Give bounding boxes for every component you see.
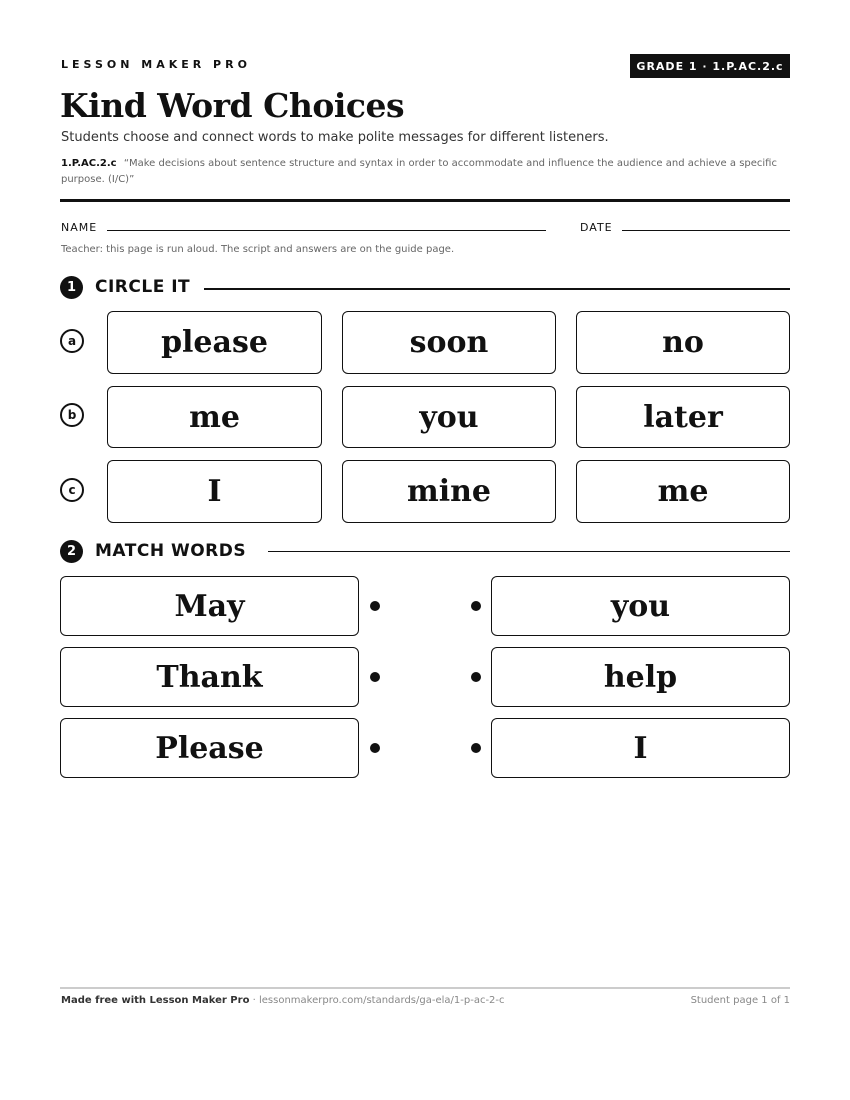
match-right-word[interactable]: I xyxy=(491,718,790,778)
match-left-word[interactable]: Thank xyxy=(60,647,359,707)
page-title: Kind Word Choices xyxy=(60,86,405,125)
footer-page-number: Student page 1 of 1 xyxy=(690,995,790,1006)
footer-divider xyxy=(60,987,790,989)
match-dot-left[interactable] xyxy=(370,743,380,753)
grade-badge: GRADE 1 · 1.P.AC.2.c xyxy=(630,54,790,78)
section-number: 2 xyxy=(60,540,83,563)
word-choice[interactable]: I xyxy=(107,460,322,523)
section-match-words-header xyxy=(60,538,790,564)
name-label: NAME xyxy=(61,221,98,234)
match-dot-right[interactable] xyxy=(471,601,481,611)
word-choice[interactable]: me xyxy=(576,460,790,523)
section-number: 1 xyxy=(60,276,83,299)
date-label: DATE xyxy=(580,221,613,234)
match-dot-right[interactable] xyxy=(471,743,481,753)
word-choice[interactable]: later xyxy=(576,386,790,448)
match-right-word[interactable]: help xyxy=(491,647,790,707)
footer-url[interactable]: lessonmakerpro.com/standards/ga-ela/1-p-ac-2-c xyxy=(258,995,505,1006)
match-dot-left[interactable] xyxy=(370,672,380,682)
match-dot-left[interactable] xyxy=(370,601,380,611)
word-choice[interactable]: please xyxy=(107,311,322,374)
word-choice[interactable]: soon xyxy=(342,311,556,374)
word-choice[interactable]: me xyxy=(107,386,322,448)
word-choice[interactable]: you xyxy=(342,386,556,448)
match-right-word[interactable]: you xyxy=(491,576,790,636)
standard-code: 1.P.AC.2.c xyxy=(61,158,117,169)
footer-made-with: Made free with Lesson Maker Pro xyxy=(61,995,250,1006)
section-title: MATCH WORDS xyxy=(95,541,247,561)
row-letter-c: c xyxy=(60,478,84,502)
section-circle-it-header xyxy=(60,274,790,300)
teacher-note: Teacher: this page is run aloud. The script and answers are on the guide page. xyxy=(61,244,455,255)
match-left-word[interactable]: May xyxy=(60,576,359,636)
word-choice[interactable]: no xyxy=(576,311,790,374)
standard-text: “Make decisions about sentence structure and syntax in order to accommodate and influence the audience and achieve a specific purpose. (I/C)” xyxy=(61,158,777,185)
name-field[interactable] xyxy=(107,230,546,231)
match-dot-right[interactable] xyxy=(471,672,481,682)
page-subtitle: Students choose and connect words to make polite messages for different listeners. xyxy=(61,130,609,145)
match-left-word[interactable]: Please xyxy=(60,718,359,778)
footer-separator: · xyxy=(249,995,259,1006)
date-field[interactable] xyxy=(622,230,790,231)
section-divider xyxy=(268,551,790,552)
row-letter-a: a xyxy=(60,329,84,353)
footer-credit xyxy=(61,995,505,1006)
section-divider xyxy=(204,288,790,290)
row-letter-b: b xyxy=(60,403,84,427)
brand-name: LESSON MAKER PRO xyxy=(61,58,251,71)
word-choice[interactable]: mine xyxy=(342,460,556,523)
header-divider xyxy=(60,199,790,202)
section-title: CIRCLE IT xyxy=(95,277,191,297)
standard-description xyxy=(61,156,791,188)
